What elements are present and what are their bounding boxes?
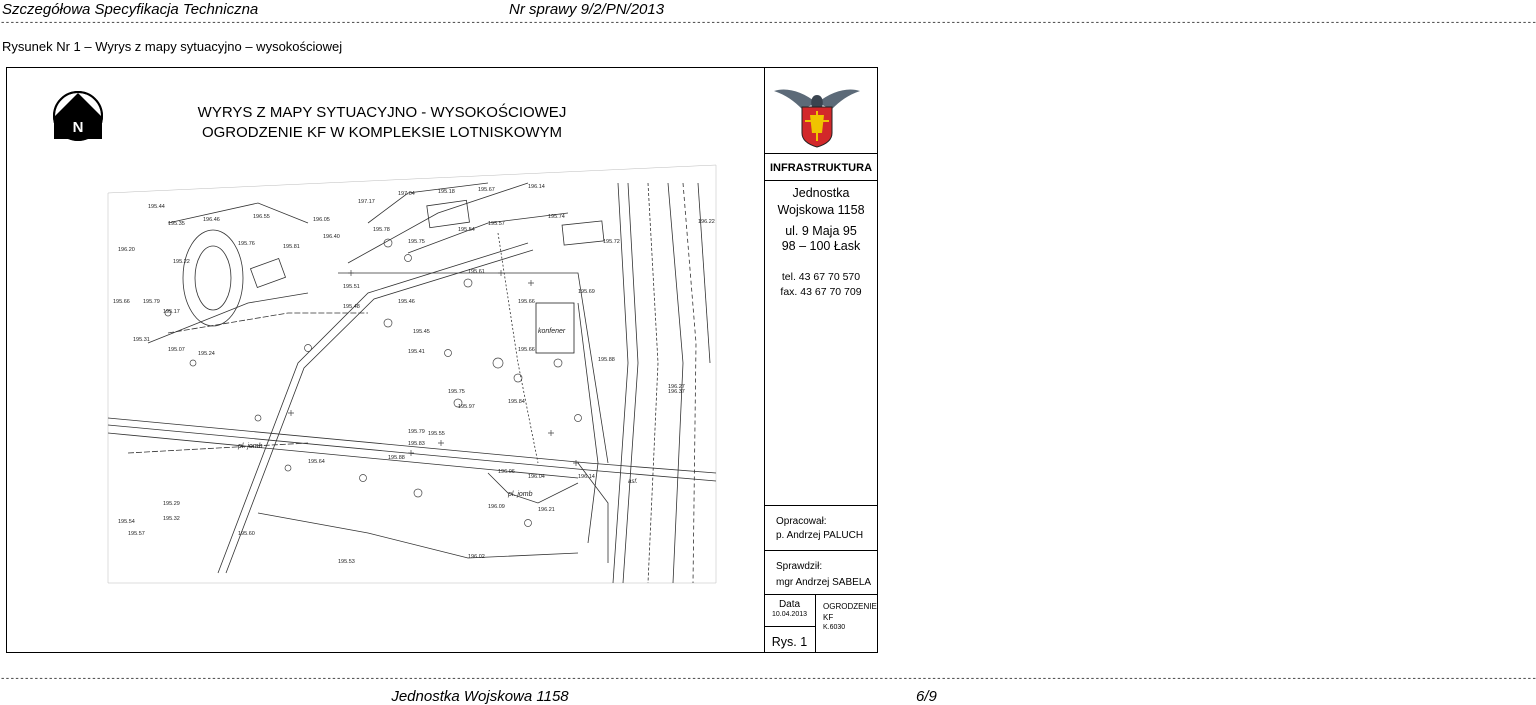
elevation-label: 195.41 (408, 349, 425, 355)
elevation-label: 195.88 (598, 357, 615, 363)
elevation-label: 196.55 (253, 214, 270, 220)
elevation-label: 195.81 (283, 244, 300, 250)
elevation-label: 195.84 (508, 399, 525, 405)
tree-markers (165, 239, 582, 527)
elevation-label: 195.61 (468, 269, 485, 275)
elevation-label: 195.24 (198, 351, 215, 357)
project-line2: KF (823, 613, 834, 622)
elevation-label: 196.22 (698, 219, 715, 225)
elevation-label: 195.76 (238, 241, 255, 247)
elevation-label: 196.20 (118, 247, 135, 253)
elevation-label: 195.29 (163, 501, 180, 507)
label-pl-jomb-2: pl. jomb (508, 491, 533, 498)
elevation-label: 195.72 (603, 239, 620, 245)
footer-divider: -------------------------------------------------------------------------------------------------------------------------------------------------------------------------------------------------------------------------------------------------------------------------------------------------------------------------------- (0, 674, 1536, 684)
elevation-label: 196.04 (528, 474, 545, 480)
elevation-label: 195.60 (238, 531, 255, 537)
date-label: Data (778, 599, 801, 610)
panel-divider (764, 505, 878, 506)
elevation-label: 195.17 (163, 309, 180, 315)
panel-divider (764, 626, 815, 627)
elevation-label: 196.09 (488, 504, 505, 510)
map-title-line1: WYRYS Z MAPY SYTUACYJNO - WYSOKOŚCIOWEJ (197, 104, 567, 121)
page-number: 6/9 (916, 688, 937, 705)
panel-vertical-divider (815, 594, 816, 653)
elevation-label: 197.04 (398, 191, 415, 197)
label-konfener: konfener (538, 328, 566, 335)
checked-label: Sprawdził: (776, 561, 823, 572)
elevation-label: 195.54 (118, 519, 135, 525)
panel-divider (764, 594, 878, 595)
elevation-label: 195.53 (338, 559, 355, 565)
elevation-label: 195.79 (408, 429, 425, 435)
elevation-label: 195.51 (343, 284, 360, 290)
elevation-label: 195.75 (448, 389, 465, 395)
sheet-number: Rys. 1 (771, 635, 808, 649)
elevation-label: 195.83 (408, 441, 425, 447)
prepared-label: Opracował: (776, 516, 827, 527)
elevation-label: 195.07 (168, 347, 185, 353)
header-divider: -------------------------------------------------------------------------------------------------------------------------------------------------------------------------------------------------------------------------------------------------------------------------------------------------------------------------------- (0, 18, 1536, 28)
elevation-label: 195.79 (143, 299, 160, 305)
north-letter: N (72, 119, 84, 136)
unit-name-line2: Wojskowa 1158 (777, 203, 865, 217)
label-pl-jomb-1: pl. jomb (238, 443, 263, 450)
elevation-label: 195.78 (373, 227, 390, 233)
elevation-label: 195.64 (308, 459, 325, 465)
elevation-label: 195.66 (113, 299, 130, 305)
elevation-label: 196.14 (578, 474, 595, 480)
elevation-label: 196.21 (538, 507, 555, 513)
project-code: K.6030 (823, 624, 846, 631)
prepared-name: p. Andrzej PALUCH (776, 530, 864, 541)
elevation-label: 196.40 (323, 234, 340, 240)
elevation-label: 195.66 (518, 299, 535, 305)
elevation-label: 195.46 (398, 299, 415, 305)
map-title-line2: OGRODZENIE KF W KOMPLEKSIE LOTNISKOWYM (201, 124, 563, 141)
elevation-label: 195.57 (128, 531, 145, 537)
footer-unit-name: Jednostka Wojskowa 1158 (391, 688, 569, 705)
elevation-label: 196.14 (528, 184, 545, 190)
elevation-label: 195.66 (518, 347, 535, 353)
address-city: 98 – 100 Łask (781, 239, 861, 253)
address-street: ul. 9 Maja 95 (785, 224, 857, 238)
elevation-label: 195.57 (488, 221, 505, 227)
elevation-label: 195.54 (458, 227, 475, 233)
unit-name-line1: Jednostka (792, 186, 850, 200)
elevation-label: 195.55 (428, 431, 445, 437)
header-document-title: Szczegółowa Specyfikacja Techniczna (2, 1, 259, 18)
elevation-label: 197.17 (358, 199, 375, 205)
elevation-label: 196.27 (668, 384, 685, 390)
elevation-label: 196.37 (668, 389, 685, 395)
elevation-label: 196.02 (468, 554, 485, 560)
elevation-label: 195.48 (343, 304, 360, 310)
elevation-label: 195.69 (578, 289, 595, 295)
contact-tel: tel. 43 67 70 570 (781, 271, 861, 283)
panel-divider (764, 180, 878, 181)
elevation-label: 195.97 (458, 404, 475, 410)
header-case-number: Nr sprawy 9/2/PN/2013 (509, 1, 665, 18)
panel-divider (764, 550, 878, 551)
elevation-label: 195.35 (168, 221, 185, 227)
project-line1: OGRODZENIE (823, 602, 877, 611)
checked-name: mgr Andrzej SABELA (776, 577, 872, 588)
elevation-label: 195.75 (408, 239, 425, 245)
elevation-label: 196.06 (498, 469, 515, 475)
elevation-label: 195.32 (163, 516, 180, 522)
elevation-label: 195.22 (173, 259, 190, 265)
date-value: 10.04.2013 (771, 611, 808, 618)
label-asf: asf. (628, 479, 638, 485)
elevation-label: 195.44 (148, 204, 165, 210)
contact-fax: fax. 43 67 70 709 (780, 286, 862, 298)
elevation-label: 195.18 (438, 189, 455, 195)
elevation-label: 195.31 (133, 337, 150, 343)
elevation-label: 195.74 (548, 214, 565, 220)
elevation-label: 195.88 (388, 455, 405, 461)
elevation-label: 196.46 (203, 217, 220, 223)
elevation-label: 195.67 (478, 187, 495, 193)
military-emblem-icon (772, 73, 862, 149)
figure-caption: Rysunek Nr 1 – Wyrys z mapy sytuacyjno – wysokościowej (2, 39, 343, 54)
panel-divider (764, 153, 878, 154)
elevation-label: 195.45 (413, 329, 430, 335)
site-map (108, 163, 716, 583)
elevation-label: 196.05 (313, 217, 330, 223)
panel-section-title: INFRASTRUKTURA (769, 162, 873, 174)
